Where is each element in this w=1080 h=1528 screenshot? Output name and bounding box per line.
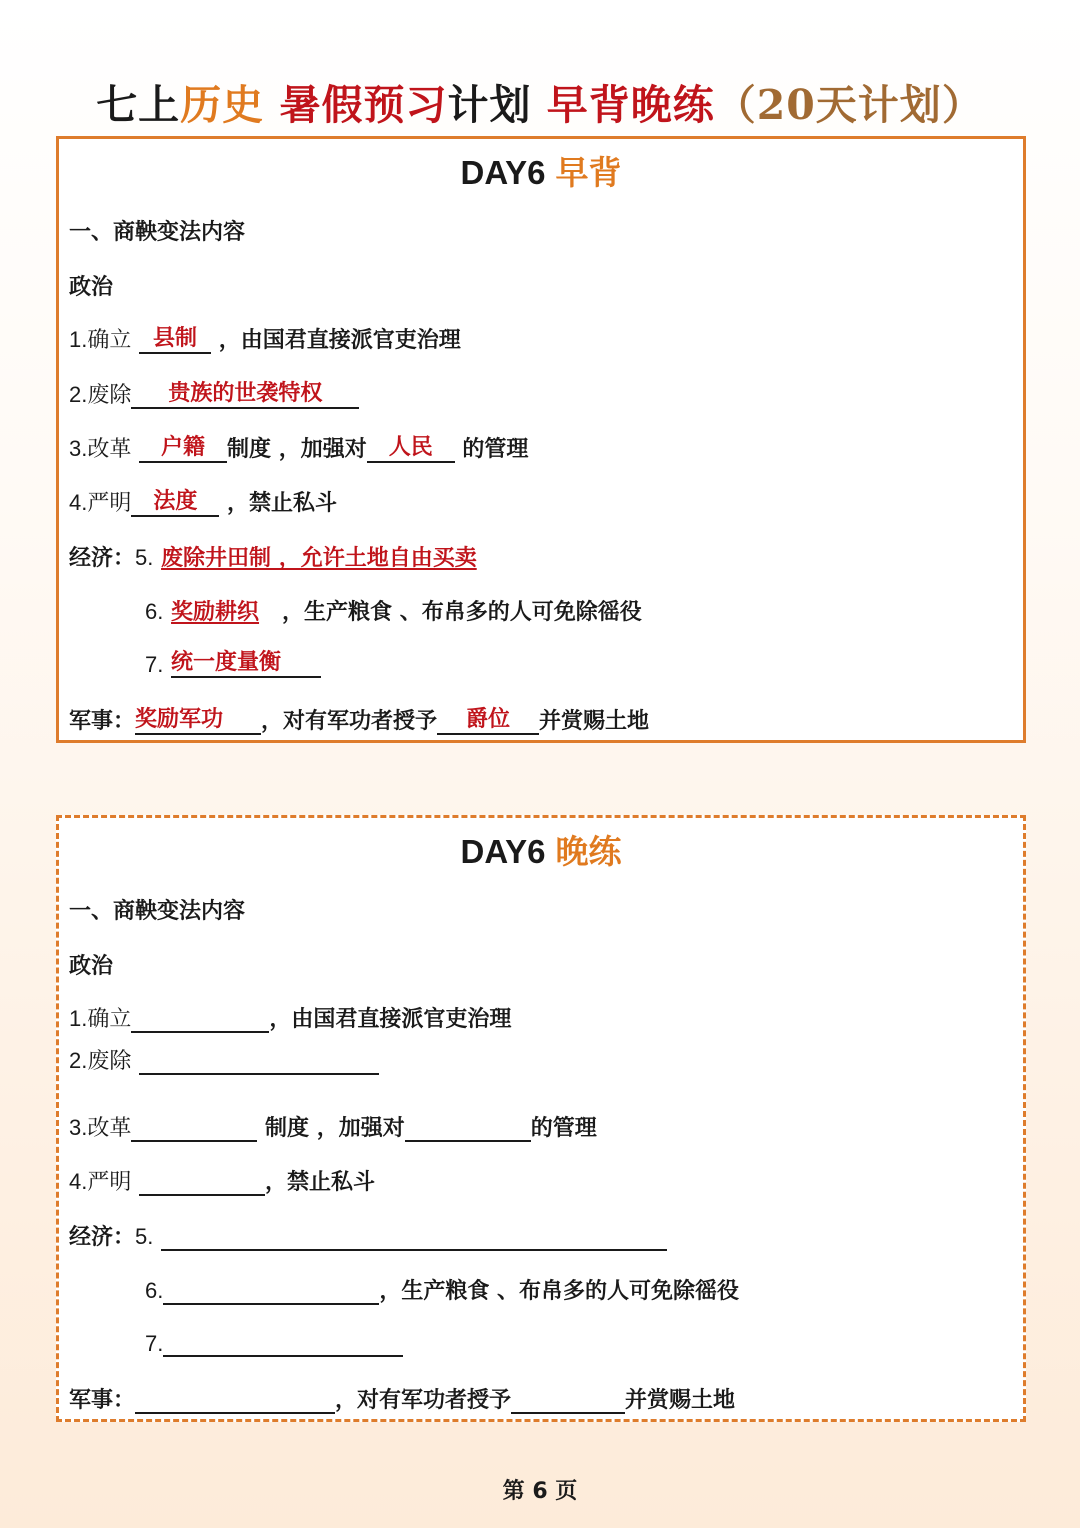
fill-blank[interactable] bbox=[139, 1168, 265, 1196]
line-prefix: 1.确立 bbox=[69, 327, 132, 352]
fill-blank[interactable] bbox=[511, 1386, 625, 1414]
title-part: 暑假预习 bbox=[279, 81, 448, 129]
line-suffix: 并赏赐土地 bbox=[539, 709, 650, 734]
evening-line-3 bbox=[69, 1111, 597, 1142]
military-label: 军事： bbox=[69, 1388, 136, 1413]
evening-box-title bbox=[59, 826, 1023, 873]
fill-blank[interactable] bbox=[161, 1223, 667, 1251]
fill-blank[interactable] bbox=[139, 1047, 379, 1075]
page-number: 第 6 页 bbox=[502, 1479, 578, 1504]
title-part: 早背晚练 bbox=[546, 81, 715, 129]
fill-blank[interactable] bbox=[163, 1329, 403, 1357]
session-label: 晚练 bbox=[555, 832, 622, 871]
politics-label: 政治 bbox=[69, 954, 114, 979]
line-middle: ，对有军功者授予 bbox=[261, 709, 438, 734]
economy-label: 经济： bbox=[69, 1225, 136, 1250]
answer-blank bbox=[131, 489, 219, 517]
line-prefix: 4.严明 bbox=[69, 490, 132, 515]
line-middle: 制度 ，加强对 bbox=[265, 1116, 405, 1141]
morning-line-6 bbox=[145, 595, 642, 626]
line-suffix: ，由国君直接派官吏治理 bbox=[218, 328, 461, 353]
line-prefix: 3.改革 bbox=[69, 1115, 132, 1140]
fill-blank[interactable] bbox=[405, 1114, 531, 1142]
line-number: 6. bbox=[145, 599, 164, 624]
line-suffix: 的管理 bbox=[462, 437, 529, 462]
session-label: 早背 bbox=[555, 153, 622, 192]
fill-blank[interactable] bbox=[131, 1114, 257, 1142]
section-heading: 一、商鞅变法内容 bbox=[69, 899, 246, 924]
evening-line-1 bbox=[69, 1002, 511, 1033]
line-suffix: ，生产粮食 、布帛多的人可免除徭役 bbox=[379, 1279, 740, 1304]
title-part: 七上 bbox=[96, 81, 181, 129]
day-label: DAY6 bbox=[460, 154, 546, 191]
line-suffix: ，生产粮食 、布帛多的人可免除徭役 bbox=[282, 600, 642, 625]
evening-line-military bbox=[69, 1383, 735, 1414]
line-number: 7. bbox=[145, 1331, 164, 1356]
page-title bbox=[0, 72, 1080, 131]
answer-blank bbox=[139, 435, 227, 463]
answer-text: 奖励军功 bbox=[135, 707, 224, 732]
morning-recite-box bbox=[56, 136, 1026, 743]
morning-line-military bbox=[69, 704, 649, 735]
answer-text: 爵位 bbox=[466, 707, 511, 732]
evening-line-7 bbox=[145, 1329, 403, 1357]
line-middle: ，对有军功者授予 bbox=[335, 1388, 512, 1413]
answer-blank bbox=[131, 381, 359, 409]
line-prefix: 2.废除 bbox=[69, 382, 132, 407]
title-part: 20天计划 bbox=[756, 81, 942, 129]
morning-line-7 bbox=[145, 650, 321, 678]
title-part: 计划 bbox=[447, 81, 532, 129]
line-suffix: 的管理 bbox=[530, 1116, 597, 1141]
fill-blank[interactable] bbox=[135, 1386, 335, 1414]
morning-line-4 bbox=[69, 486, 337, 517]
line-prefix: 2.废除 bbox=[69, 1048, 132, 1073]
morning-line-2 bbox=[69, 378, 359, 409]
line-prefix: 1.确立 bbox=[69, 1006, 132, 1031]
economy-label: 经济： bbox=[69, 546, 136, 571]
morning-line-1 bbox=[69, 323, 461, 354]
line-number: 6. bbox=[145, 1278, 164, 1303]
line-suffix: 并赏赐土地 bbox=[625, 1388, 736, 1413]
military-label: 军事： bbox=[69, 709, 136, 734]
morning-line-3 bbox=[69, 432, 528, 463]
evening-line-6 bbox=[145, 1274, 739, 1305]
answer-text: 统一度量衡 bbox=[171, 650, 282, 675]
title-part: ） bbox=[941, 81, 984, 129]
line-prefix: 3.改革 bbox=[69, 436, 132, 461]
line-suffix: ，禁止私斗 bbox=[227, 491, 338, 516]
fill-blank[interactable] bbox=[163, 1277, 379, 1305]
title-part: 历史 bbox=[180, 81, 265, 129]
line-number: 5. bbox=[135, 545, 154, 570]
answer-text: 法度 bbox=[153, 489, 198, 514]
line-suffix: ，禁止私斗 bbox=[265, 1170, 376, 1195]
answer-blank bbox=[139, 326, 211, 354]
morning-line-5 bbox=[69, 541, 477, 572]
answer-blank bbox=[171, 650, 321, 678]
evening-line-4 bbox=[69, 1165, 375, 1196]
answer-text: 县制 bbox=[153, 326, 198, 351]
answer-blank bbox=[135, 707, 261, 735]
answer-blank bbox=[367, 435, 455, 463]
line-number: 5. bbox=[135, 1224, 154, 1249]
answer-text: 贵族的世袭特权 bbox=[168, 381, 323, 406]
answer-text: 人民 bbox=[388, 435, 433, 460]
answer-blank bbox=[437, 707, 539, 735]
section-heading: 一、商鞅变法内容 bbox=[69, 220, 246, 245]
title-part: （ bbox=[714, 81, 757, 129]
answer-text: 废除井田制 ，允许土地自由买卖 bbox=[161, 546, 477, 571]
morning-box-title bbox=[59, 147, 1023, 194]
day-label: DAY6 bbox=[460, 833, 546, 870]
line-number: 7. bbox=[145, 652, 164, 677]
fill-blank[interactable] bbox=[131, 1005, 269, 1033]
evening-line-2 bbox=[69, 1044, 379, 1075]
line-suffix: ，由国君直接派官吏治理 bbox=[269, 1007, 512, 1032]
answer-text: 户籍 bbox=[161, 435, 206, 460]
evening-practice-box bbox=[56, 815, 1026, 1422]
answer-text: 奖励耕织 bbox=[171, 600, 260, 625]
politics-label: 政治 bbox=[69, 275, 114, 300]
line-prefix: 4.严明 bbox=[69, 1169, 132, 1194]
evening-line-5 bbox=[69, 1220, 667, 1251]
line-middle: 制度 ，加强对 bbox=[227, 437, 367, 462]
